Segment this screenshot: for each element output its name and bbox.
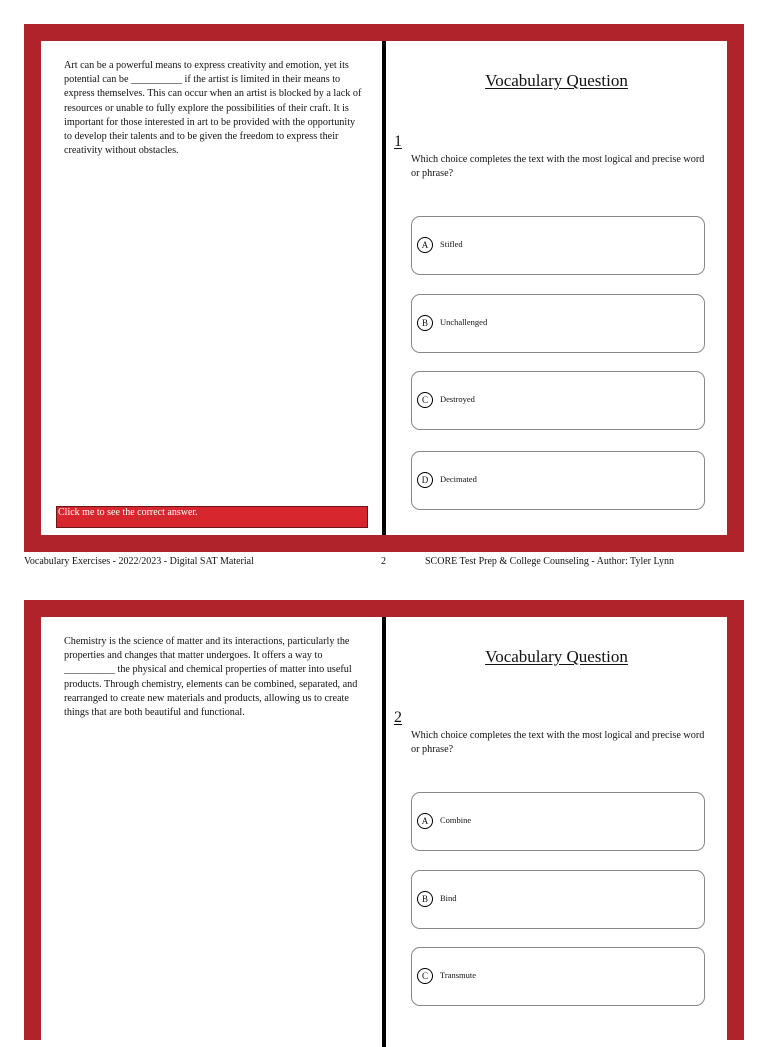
choice-letter-icon: B (417, 891, 433, 907)
question-panel (386, 41, 727, 535)
choice-letter-icon: A (417, 813, 433, 829)
choice-b[interactable] (411, 294, 705, 353)
choice-text: Destroyed (440, 394, 475, 404)
choice-letter-icon: C (417, 968, 433, 984)
question-prompt: Which choice completes the text with the most logical and precise word or phrase? (411, 154, 705, 180)
choice-text: Combine (440, 815, 472, 825)
choice-letter-icon: A (417, 237, 433, 253)
passage-panel (41, 617, 382, 1047)
question-heading: Vocabulary Question (485, 647, 628, 666)
footer-title: Vocabulary Exercises - 2022/2023 - Digital SAT Material (24, 556, 254, 567)
choice-d[interactable] (411, 451, 705, 510)
choice-text: Transmute (440, 970, 477, 980)
choice-text: Decimated (440, 474, 477, 484)
choice-text: Stifled (440, 239, 463, 249)
question-number: 1 (394, 133, 402, 150)
passage-panel (41, 41, 382, 535)
worksheet-page-2 (24, 600, 744, 1040)
passage-text: Chemistry is the science of matter and its interactions, particularly the properties and changes that matter undergoes. It offers a way to __________ the physical and chemical properties of matter into useful products. Through chemistry, elements can be combined, separated, and rearranged to create new materials and products, allowing us to create things that are both beautiful and functional. (64, 636, 358, 719)
choice-text: Unchallenged (440, 317, 488, 327)
choice-letter-icon: D (417, 472, 433, 488)
page-footer (0, 556, 768, 570)
question-number: 2 (394, 709, 402, 726)
choice-letter-icon: B (417, 315, 433, 331)
question-panel (386, 617, 727, 1047)
footer-author: SCORE Test Prep & College Counseling - Author: Tyler Lynn (425, 556, 675, 567)
footer-page-number: 2 (381, 556, 386, 567)
choice-b[interactable] (411, 870, 705, 929)
passage-text: Art can be a powerful means to express creativity and emotion, yet its potential can be __________ if the artist is limited in their means to express themselves. This can occur when an artist is blocked by a lack of resources or unable to fully explore the possibilities of their craft. It is important for those interested in art to be provided with the opportunity to develop their talents and to be given the freedom to express their creativity without obstacles. (64, 60, 362, 157)
question-prompt: Which choice completes the text with the most logical and precise word or phrase? (411, 730, 705, 756)
choice-a[interactable] (411, 216, 705, 275)
choice-text: Bind (440, 893, 457, 903)
worksheet-page-1 (24, 24, 744, 552)
show-answer-button[interactable]: Click me to see the correct answer. (56, 506, 368, 528)
choice-c[interactable] (411, 371, 705, 430)
question-heading: Vocabulary Question (485, 71, 628, 90)
choice-letter-icon: C (417, 392, 433, 408)
choice-c[interactable] (411, 947, 705, 1006)
choice-a[interactable] (411, 792, 705, 851)
